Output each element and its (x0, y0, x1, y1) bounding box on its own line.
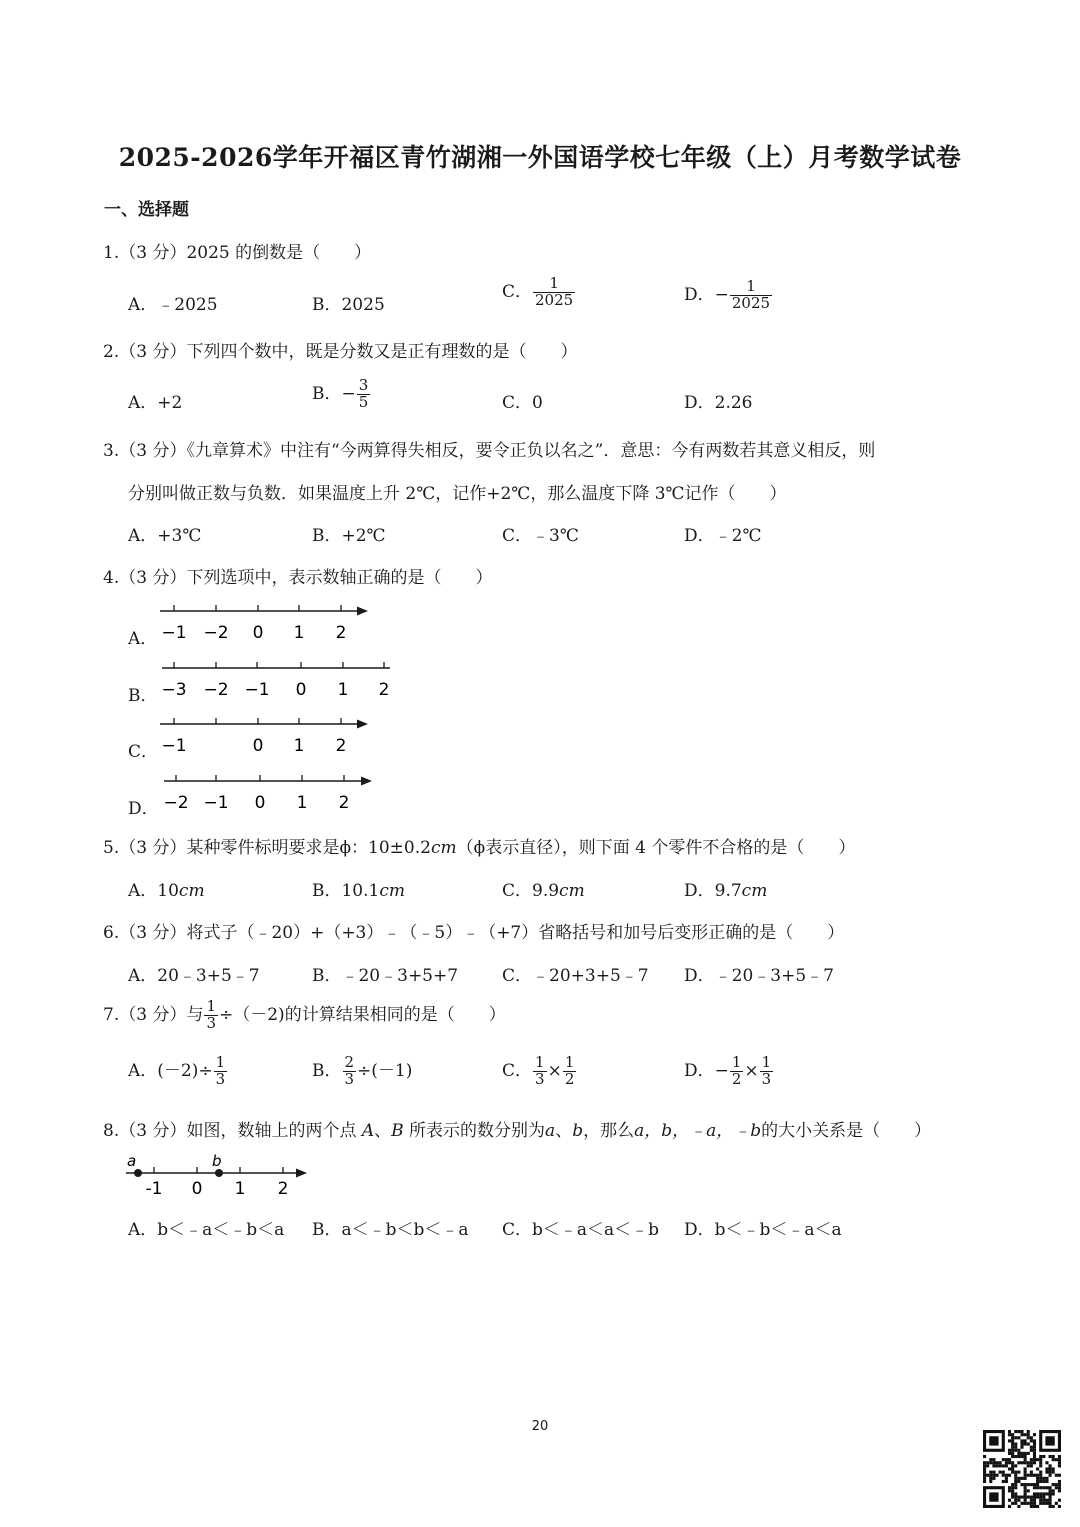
q5-option-b (312, 876, 405, 901)
q1-stem: 1.（3 分）2025 的倒数是（ ） (103, 243, 372, 263)
q7-c-denominator-1: 3 (535, 1069, 545, 1088)
q1-d-fraction (730, 279, 772, 312)
q7-stem-fraction (204, 999, 218, 1032)
q4-option-c-number-line (150, 711, 390, 759)
q8-var-a: a (545, 1121, 556, 1141)
q5-option-d (684, 876, 767, 901)
q5-stem (103, 833, 855, 858)
q4b-tick-label-1: −2 (203, 680, 229, 700)
q8-option-c: C．b＜﹣a＜a＜﹣b (502, 1220, 660, 1240)
q1-option-b: B．2025 (312, 295, 385, 315)
q4c-tick-label-1: 0 (252, 736, 264, 756)
q7-b-denominator: 3 (344, 1069, 355, 1088)
q6-option-a: A．20﹣3+5﹣7 (128, 966, 260, 986)
q3-stem-line1: 3.（3 分）《九章算术》中注有“今两算得失相反，要令正负以名之”．意思：今有两数若其意义相反，则 (103, 441, 876, 461)
q7-option-b (312, 1055, 412, 1088)
q4a-arrow-head (357, 607, 368, 616)
q7-b-numerator: 2 (344, 1053, 355, 1071)
q8-then: ，那么 (583, 1121, 635, 1141)
q4-option-b-number-line (150, 655, 400, 703)
q4b-tick-label-5: 2 (378, 680, 390, 700)
q4a-tick-label-2: 0 (252, 623, 264, 643)
q5-stem-unit: cm (430, 838, 457, 858)
q1-c-denominator: 2025 (535, 290, 574, 309)
q7-c-fraction-1 (533, 1055, 547, 1088)
page-number: 20 (531, 1419, 549, 1434)
q3-option-a: A．+3℃ (128, 526, 202, 546)
q3-option-d: D．﹣2℃ (684, 526, 762, 546)
q8-var-list: a，b，﹣a，﹣b (634, 1121, 762, 1141)
q7-d-fraction-2 (760, 1055, 774, 1088)
q2-b-denominator: 5 (358, 392, 369, 411)
q8-option-a: A．b＜﹣a＜﹣b＜a (128, 1220, 285, 1240)
q1-option-d (684, 279, 773, 312)
q7-d-denominator-1: 2 (731, 1069, 742, 1088)
q8-sep: 、 (374, 1121, 392, 1141)
q4-option-d-label: D． (128, 799, 159, 819)
q1-option-a: A．﹣2025 (128, 295, 218, 315)
q4-option-d-number-line (150, 768, 390, 816)
q8-stem-post: 的大小关系是（ ） (761, 1121, 932, 1141)
q1-c-label: C． (502, 281, 533, 302)
q7-c-numerator-2: 1 (564, 1053, 575, 1071)
q2-option-d: D．2.26 (684, 393, 753, 413)
q6-stem: 6.（3 分）将式子（﹣20）+（+3）﹣（﹣5）﹣（+7）省略括号和加号后变形正确的是（ ） (103, 923, 845, 943)
q7-c-times: × (547, 1060, 562, 1081)
q4-option-b-label: B． (128, 686, 158, 706)
q7-d-numerator-1: 1 (731, 1053, 742, 1071)
q8-stem-mid: 所表示的数分别为 (409, 1121, 546, 1141)
q4b-tick-label-3: 0 (295, 680, 307, 700)
q1-d-numerator: 1 (730, 279, 772, 296)
q4-option-a-number-line (150, 598, 390, 646)
q4-option-c-label: C． (128, 742, 159, 762)
q7-stem-pre: 7.（3 分）与 (103, 1004, 204, 1025)
q7-c-numerator-1: 1 (535, 1053, 545, 1071)
q7-option-a (128, 1055, 228, 1088)
q1-c-fraction (533, 276, 575, 309)
q4-stem: 4.（3 分）下列选项中，表示数轴正确的是（ ） (103, 568, 493, 588)
q5-c-value: C．9.9 (502, 881, 560, 901)
q8-tick-label-1: 0 (191, 1179, 203, 1199)
q8-point-b-label: b (212, 1152, 222, 1170)
q2-b-fraction (357, 378, 371, 411)
q4d-tick-label-0: −2 (163, 793, 189, 813)
q7-c-fraction-2 (563, 1055, 577, 1088)
q3-stem-line2: 分别叫做正数与负数．如果温度上升 2℃，记作+2℃，那么温度下降 3℃记作（ ） (128, 484, 787, 504)
q8-point-a-name: A (361, 1121, 375, 1141)
q1-d-denominator: 2025 (731, 293, 771, 312)
q4b-tick-label-2: −1 (244, 680, 270, 700)
q4a-tick-label-4: 2 (335, 623, 347, 643)
q2-b-numerator: 3 (358, 376, 369, 394)
q7-d-denominator-2: 3 (761, 1069, 772, 1088)
q2-stem: 2.（3 分）下列四个数中，既是分数又是正有理数的是（ ） (103, 342, 578, 362)
q7-stem-numerator: 1 (206, 997, 216, 1015)
q8-option-b: B．a＜﹣b＜b＜﹣a (312, 1220, 469, 1240)
q4d-tick-label-3: 1 (296, 793, 308, 813)
q5-a-unit: cm (178, 881, 205, 901)
q1-option-c (502, 276, 576, 309)
q8-var-b: b (572, 1121, 584, 1141)
q3-option-b: B．+2℃ (312, 526, 386, 546)
q1-c-numerator: 1 (533, 276, 575, 293)
q8-arrow-head (296, 1169, 307, 1178)
q7-d-numerator-2: 1 (761, 1053, 772, 1071)
q5-option-a (128, 876, 205, 901)
q5-d-value: D．9.7 (684, 881, 742, 901)
q7-a-numerator: 1 (215, 1053, 226, 1071)
q7-a-prefix: A．(－2)÷ (128, 1060, 213, 1081)
q5-c-unit: cm (559, 881, 585, 901)
q4a-tick-label-3: 1 (293, 623, 305, 643)
q7-d-fraction-1 (730, 1055, 744, 1088)
q8-stem-pre: 8.（3 分）如图，数轴上的两个点 (103, 1121, 357, 1141)
q7-c-label: C． (502, 1060, 533, 1081)
q8-option-d: D．b＜﹣b＜﹣a＜a (684, 1220, 842, 1240)
q5-stem-post: （ϕ表示直径），则下面 4 个零件不合格的是（ ） (456, 838, 856, 858)
q6-option-b: B．﹣20﹣3+5+7 (312, 966, 459, 986)
q7-option-d (684, 1055, 774, 1088)
q4d-tick-label-4: 2 (338, 793, 350, 813)
q7-d-times: × (744, 1060, 759, 1081)
q7-option-c (502, 1055, 577, 1088)
q2-b-label: B．− (312, 383, 356, 404)
q8-tick-label-3: 2 (277, 1179, 289, 1199)
q5-d-unit: cm (741, 881, 768, 901)
q4c-tick-label-2: 1 (293, 736, 305, 756)
q8-number-line (124, 1150, 324, 1200)
q4a-tick-label-1: −2 (203, 623, 229, 643)
q7-stem (103, 999, 506, 1032)
qr-code-icon (983, 1430, 1061, 1508)
q8-tick-label-0: -1 (145, 1179, 163, 1199)
q5-option-c (502, 876, 585, 901)
q8-tick-label-2: 1 (234, 1179, 246, 1199)
q4c-tick-label-0: −1 (161, 736, 187, 756)
q4d-tick-label-2: 0 (254, 793, 266, 813)
exam-title: 2025-2026学年开福区青竹湖湘一外国语学校七年级（上）月考数学试卷 (118, 143, 962, 172)
q5-b-value: B．10.1 (312, 881, 380, 901)
q5-b-unit: cm (379, 881, 406, 901)
q2-option-a: A．+2 (128, 393, 183, 413)
q7-d-label: D．− (684, 1060, 729, 1081)
q7-stem-post: ÷（－2)的计算结果相同的是（ ） (219, 1004, 506, 1025)
q4-option-a-label: A． (128, 629, 158, 649)
q5-stem-pre: 5.（3 分）某种零件标明要求是ϕ：10±0.2 (103, 838, 431, 858)
q7-a-denominator: 3 (215, 1069, 226, 1088)
q8-sep-2: 、 (555, 1121, 573, 1141)
q4a-tick-label-0: −1 (161, 623, 187, 643)
q6-option-d: D．﹣20﹣3+5﹣7 (684, 966, 834, 986)
q7-b-fraction (343, 1055, 357, 1088)
q7-b-label: B． (312, 1060, 342, 1081)
q4c-tick-label-3: 2 (335, 736, 347, 756)
q7-stem-denominator: 3 (206, 1013, 216, 1032)
q8-point-b (215, 1169, 223, 1177)
q8-point-b-name: B (391, 1121, 404, 1141)
q4d-tick-label-1: −1 (203, 793, 229, 813)
q4b-tick-label-4: 1 (337, 680, 349, 700)
q2-option-c: C．0 (502, 393, 543, 413)
q8-stem (103, 1116, 931, 1141)
q4b-tick-label-0: −3 (161, 680, 187, 700)
q2-option-b (312, 378, 371, 411)
q4d-arrow-head (361, 777, 372, 786)
q7-a-fraction (214, 1055, 228, 1088)
q7-c-denominator-2: 2 (564, 1069, 575, 1088)
section-heading: 一、选择题 (104, 200, 189, 220)
q3-option-c: C．﹣3℃ (502, 526, 579, 546)
q6-option-c: C．﹣20+3+5﹣7 (502, 966, 649, 986)
q7-b-suffix: ÷(－1) (357, 1060, 413, 1081)
q8-point-a (134, 1169, 142, 1177)
q5-a-value: A．10 (128, 881, 179, 901)
q8-point-a-label: a (127, 1152, 137, 1170)
q4c-arrow-head (357, 720, 368, 729)
q1-d-label: D．− (684, 284, 729, 305)
